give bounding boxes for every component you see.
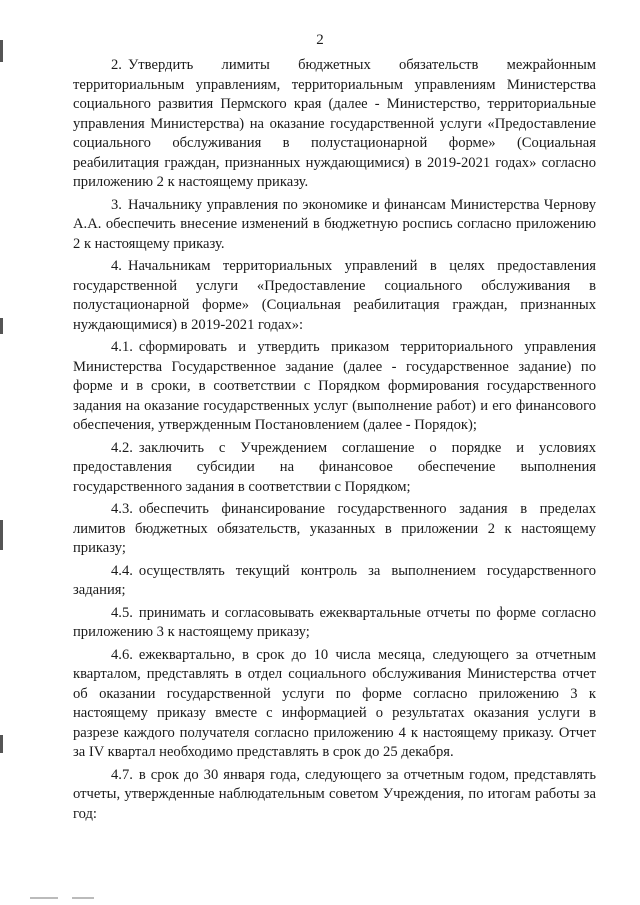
paragraph-4-5 [73,604,596,643]
paragraph-number: 2. [111,57,122,73]
paragraph-4-4 [73,562,596,601]
scan-edge-mark [0,735,3,753]
paragraph-4-7 [73,766,596,825]
paragraph-4 [73,257,596,335]
paragraph-number: 4.5. [111,604,133,621]
paragraph-text: обеспечить финансирование государственного задания в пределах лимитов бюджетных обязательств, указанных в приложении 2 к настоящему приказу; [73,501,596,556]
scan-edge-mark [0,318,3,334]
paragraph-text: ежеквартально, в срок до 10 числа месяца, следующего за отчетным кварталом, представлять в отдел социального обслуживания Министерства отчет об оказании государственной услуги по форме согласно приложению 3 к настоящему приказу вместе с информацией о результатах оказания услуги в разрезе каждого получателя согласно приложению 4 к настоящему приказу. Отчет за IV квартал необходимо представлять в срок до 25 декабря. [73,646,596,760]
paragraph-number: 4.4. [111,562,133,579]
paragraph-text: принимать и согласовывать ежеквартальные отчеты по форме согласно приложению 3 к настоящему приказу; [73,604,596,640]
scan-smudge [72,897,94,899]
paragraph-text: Начальнику управления по экономике и финансам Министерства Чернову А.А. обеспечить внесение изменений в бюджетную роспись согласно приложению 2 к настоящему приказу. [73,196,596,252]
paragraph-number: 4.3. [111,501,133,517]
paragraph-text: Утвердить лимиты бюджетных обязательств межрайонным территориальным управлениям, территориальным управлениям Министерства социального развития Пермского края (далее - Министерство, территориальные управления Министерства) на оказание государственной услуги «Предоставление социального обслуживания в полустационарной форме» (Социальная реабилитация граждан, признанных нуждающимися) в 2019-2021 годах» согласно приложению 2 к настоящему приказу. [73,57,596,190]
page-number: 2 [316,32,324,48]
paragraph-number: 4.6. [111,646,133,663]
scan-edge-mark [0,40,3,62]
paragraph-number: 4. [111,258,122,274]
scan-smudge [30,897,58,899]
scan-edge-mark [0,520,3,550]
paragraph-4-1 [73,338,596,436]
paragraph-2 [73,56,596,193]
paragraph-number: 4.7. [111,766,133,783]
paragraph-number: 3. [111,196,122,213]
paragraph-text: заключить с Учреждением соглашение о порядке и условиях предоставления субсидии на финансовое обеспечение выполнения государственного задания в соответствии с Порядком; [73,439,596,495]
paragraph-text: сформировать и утвердить приказом территориального управления Министерства Государственное задание (далее - государственное задание) по форме и в сроки, в соответствии с Порядком формирования государственного задания на оказание государственных услуг (выполнение работ) и его финансового обеспечения, утвержденным Постановлением (далее - Порядок); [73,339,596,433]
paragraph-4-6 [73,646,596,763]
document-body [73,56,596,827]
paragraph-text: в срок до 30 января года, следующего за отчетным годом, представлять отчеты, утвержденные наблюдательным советом Учреждения, по итогам работы за год: [73,766,596,822]
paragraph-4-2 [73,439,596,498]
paragraph-3 [73,196,596,255]
paragraph-number: 4.1. [111,339,133,355]
paragraph-number: 4.2. [111,439,133,456]
paragraph-text: Начальникам территориальных управлений в целях предоставления государственной услуги «Предоставление социального обслуживания в полустационарной форме» (Социальная реабилитация граждан, признанных нуждающимися) в 2019-2021 годах»: [73,258,596,333]
paragraph-4-3 [73,500,596,559]
paragraph-text: осуществлять текущий контроль за выполнением государственного задания; [73,562,596,598]
